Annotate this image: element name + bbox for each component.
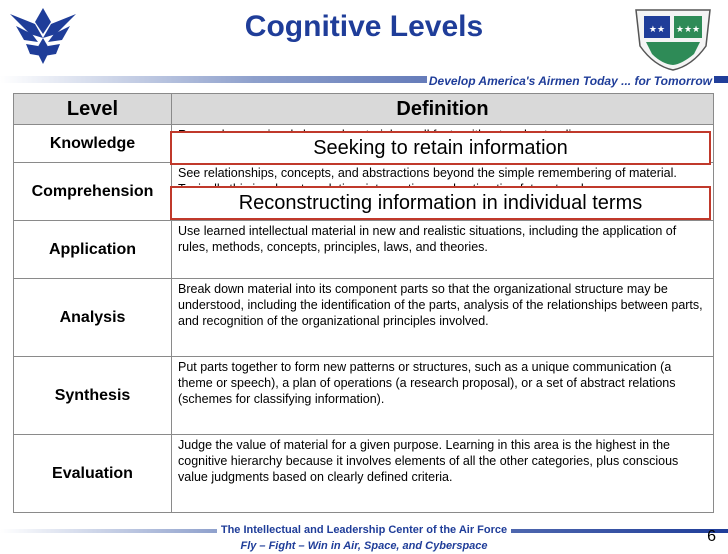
definition-cell: Use learned intellectual material in new and realistic situations, including the application of rules, methods, concepts, principles, laws, and theories. <box>172 221 714 279</box>
level-column-header: Level <box>14 94 172 125</box>
footer-organization-text: The Intellectual and Leadership Center of the Air Force <box>217 524 511 536</box>
knowledge-callout: Seeking to retain information <box>170 131 711 165</box>
svg-text:★★: ★★ <box>648 25 666 35</box>
level-cell: Comprehension <box>14 163 172 221</box>
table-row <box>14 435 714 513</box>
level-cell: Synthesis <box>14 357 172 435</box>
footer-organization <box>0 524 728 536</box>
page-title: Cognitive Levels <box>244 10 484 43</box>
definition-column-header: Definition <box>172 94 714 125</box>
level-cell: Knowledge <box>14 125 172 163</box>
page-number: 6 <box>707 528 716 545</box>
level-cell: Evaluation <box>14 435 172 513</box>
table-header-row <box>14 94 714 125</box>
level-cell: Analysis <box>14 279 172 357</box>
header-tagline: Develop America's Airmen Today ... for Tomorrow <box>428 74 712 88</box>
definition-cell: See relationships, concepts, and abstractions beyond the simple remembering of material. <box>172 163 714 221</box>
table-row <box>14 221 714 279</box>
definition-cell: Break down material into its component parts so that the organizational structure may be understood, including the identification of the parts, analysis of the relationships between parts, and recognition of the organizational principles involved. <box>172 279 714 357</box>
table-row <box>14 279 714 357</box>
definition-cell: Judge the value of material for a given purpose. Learning in this area is the highest in the cognitive hierarchy because it involves elements of all the other categories, plus conscious value judgments based on clearly defined criteria. <box>172 435 714 513</box>
footer-motto: Fly – Fight – Win in Air, Space, and Cyberspace <box>240 540 488 552</box>
table-row <box>14 357 714 435</box>
level-cell: Application <box>14 221 172 279</box>
comprehension-callout: Reconstructing information in individual terms <box>170 186 711 220</box>
definition-cell: Put parts together to form new patterns or structures, such as a unique communication (a theme or speech), a plan of operations (a research proposal), or a set of abstract relations (schemes for classifying information). <box>172 357 714 435</box>
svg-text:★★★: ★★★ <box>675 25 701 35</box>
